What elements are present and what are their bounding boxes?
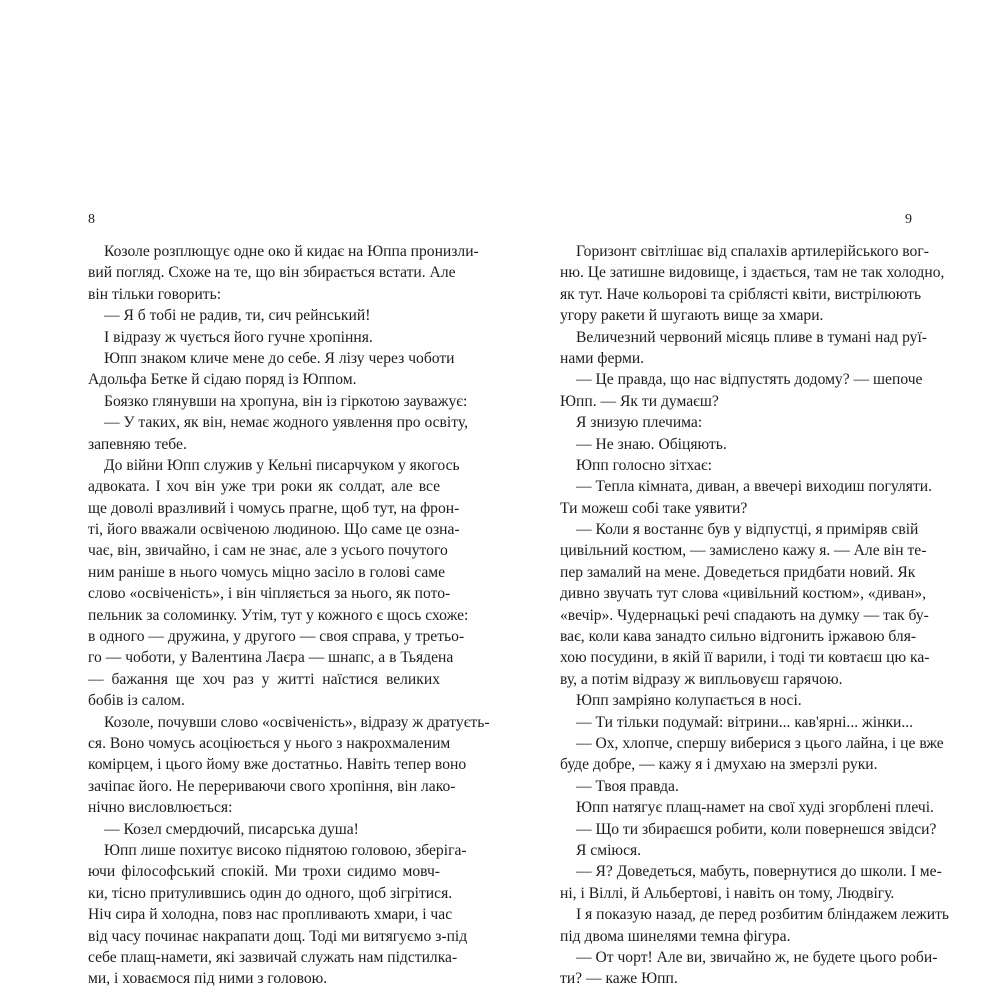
text-line: дивно звучать тут слова «цивільний костюм», «диван», (560, 585, 927, 603)
text-line: Юпп голосно зітхає: (576, 456, 712, 474)
text-line: Ніч сира й холодна, повз нас пропливають хмари, і час (88, 906, 453, 924)
text-line: го — чоботи, у Валентина Лаєра — шнапс, а в Тьядена (88, 649, 454, 667)
text-line: бобів із салом. (88, 692, 185, 710)
text-line: від часу починає накрапати дощ. Тоді ми витягуємо з-під (88, 927, 468, 945)
text-line: буде добре, — кажу я і дмухаю на змерзлі руки. (560, 756, 878, 774)
text-line: як тут. Наче кольорові та сріблясті квіти, вистрілюють (560, 285, 922, 303)
text-line: Юпп замріяно колупається в носі. (576, 692, 802, 710)
text-line: ся. Воно чомусь асоціюється у нього з накрохмаленим (88, 734, 451, 752)
text-line: себе плащ-намети, які зазвичай служать нам підстилка- (88, 948, 458, 966)
text-line: комірцем, і цього йому вже достатньо. Навіть тепер воно (88, 756, 467, 774)
text-line: — От чорт! Але ви, звичайно ж, не будете цього роби- (576, 948, 938, 966)
text-line: Адольфа Бетке й сідаю поряд із Юппом. (88, 371, 357, 389)
text-line: І я показую назад, де перед розбитим бліндажем лежить (576, 906, 950, 924)
text-line: угору ракети й шугають вище за хмари. (560, 307, 824, 325)
page-number: 9 (905, 212, 912, 227)
text-line: ває, коли кава занадто сильно відгонить іржавою бля- (560, 628, 917, 646)
text-line: чає, він, звичайно, і сам не знає, але з усього почутого (88, 542, 448, 560)
text-line: адвоката. І хоч він уже три роки як солдат, але все (88, 478, 440, 496)
text-line: — Що ти збираєшся робити, коли повернешся звідси? (576, 820, 937, 838)
text-line: Козоле, почувши слово «освіченість», відразу ж дратуєть- (104, 713, 490, 731)
text-line: слово «освіченість», і він чіпляється за нього, як пото- (88, 585, 451, 603)
text-line: Горизонт світлішає від спалахів артилерійського вог- (576, 243, 929, 260)
text-line: — Твоя правда. (576, 777, 679, 795)
text-line: — Козел смердючий, писарська душа! (104, 820, 359, 838)
text-line: — Я? Доведеться, мабуть, повернутися до школи. І ме- (576, 863, 942, 881)
text-line: — Це правда, що нас відпустять додому? — шепоче (576, 371, 923, 389)
text-line: Величезний червоний місяць пливе в тумані над руї- (576, 328, 927, 346)
text-line: Ти можеш собі таке уявити? (560, 499, 748, 517)
text-line: під двома шинелями темна фігура. (560, 927, 791, 945)
text-line: Я сміюся. (576, 841, 642, 859)
text-line: в одного — дружина, у другого — своя справа, у третьо- (88, 628, 465, 646)
text-line: він тільки говорить: (88, 285, 222, 303)
text-line: зачіпає його. Не перериваючи свого хропіння, він лако- (88, 777, 456, 795)
text-line: «вечір». Чудернацькі речі спадають на думку — так бу- (560, 606, 929, 624)
text-line: ючи філософський спокій. Ми трохи сидимо мовч- (88, 863, 440, 881)
text-line: нічно висловлюється: (88, 799, 233, 817)
text-line: — У таких, як він, немає жодного уявлення про освіту, (104, 414, 468, 432)
text-line: — Не знаю. Обіцяють. (576, 435, 727, 453)
text-line: вий погляд. Схоже на те, що він збирається встати. Але (88, 264, 456, 282)
text-line: ню. Це затишне видовище, і здається, там не так холодно, (560, 264, 945, 282)
text-line: — Ох, хлопче, спершу виберися з цього лайна, і це вже (576, 734, 944, 752)
text-line: Юпп натягує плащ-намет на свої худі згорблені плечі. (576, 799, 934, 817)
text-line: Боязко глянувши на хропуна, він із гіркотою зауважує: (104, 392, 468, 410)
text-line: Юпп знаком кличе мене до себе. Я лізу через чоботи (104, 349, 455, 367)
right-page (500, 0, 1000, 1000)
page-text (560, 241, 950, 990)
text-line: цивільний костюм, — замислено кажу я. — Але він те- (560, 542, 927, 560)
text-line: Юпп. — Як ти думаєш? (560, 392, 719, 410)
text-line: — Я б тобі не радив, ти, сич рейнський! (104, 307, 371, 325)
text-line: нами ферми. (560, 349, 645, 367)
text-line: — бажання ще хоч раз у житті наїстися великих (88, 670, 440, 688)
text-line: ще доволі вразливий і чомусь прагне, щоб тут, на фрон- (88, 499, 460, 517)
text-line: ті, його вважали освіченою людиною. Що саме це озна- (88, 521, 460, 539)
text-line: хою посудини, в якій її варили, і тоді ти ковтаєш цю ка- (560, 649, 930, 667)
text-line: запевняю тебе. (88, 435, 187, 453)
text-line: ми, і ховаємося під ними з головою. (88, 970, 328, 988)
text-line: Козоле розплющує одне око й кидає на Юппа пронизли- (104, 243, 479, 260)
text-line: — Ти тільки подумай: вітрини... кав'ярні... жінки... (576, 713, 914, 731)
text-line: ти? — каже Юпп. (560, 970, 678, 988)
text-line: пельник за соломинку. Утім, тут у кожного є щось схоже: (88, 606, 469, 624)
page-text (88, 241, 490, 990)
text-line: Я знизую плечима: (576, 414, 703, 432)
text-line: До війни Юпп служив у Кельні писарчуком у якогось (104, 456, 460, 474)
text-line: пер замалий на мене. Доведеться придбати новий. Як (560, 563, 916, 581)
text-line: І відразу ж чується його гучне хропіння. (104, 328, 373, 346)
text-line: — Тепла кімната, диван, а ввечері виходиш погуляти. (576, 478, 933, 496)
text-line: ки, тісно притулившись один до одного, щоб зігрітися. (88, 884, 453, 902)
text-line: — Коли я востаннє був у відпустці, я приміряв свій (576, 521, 919, 539)
page-number: 8 (88, 212, 95, 227)
text-line: ву, а потім відразу ж випльовуєш гарячою. (560, 670, 843, 688)
text-line: ним раніше в нього чомусь міцно засіло в голові саме (88, 563, 446, 581)
text-line: Юпп лише похитує високо піднятою головою, зберіга- (104, 841, 467, 859)
text-line: ні, і Віллі, й Альбертові, і навіть он тому, Людвігу. (560, 884, 895, 902)
